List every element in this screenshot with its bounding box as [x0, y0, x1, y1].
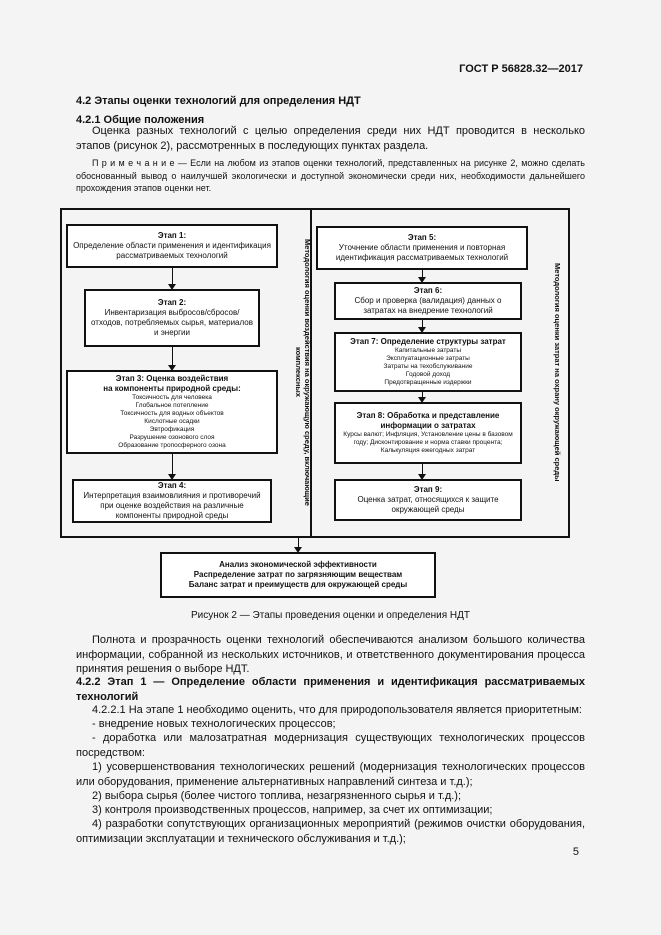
- page-number: 5: [572, 846, 579, 858]
- stage9-box: [334, 479, 522, 521]
- note: [76, 157, 585, 195]
- stage9-title: Этап 9:: [413, 485, 443, 494]
- section-heading: 4.2 Этапы оценки технологий для определения НДТ: [76, 95, 361, 107]
- stage7-item: Предотвращенные издержки: [384, 379, 472, 386]
- stage3-item: Разрушение озонового слоя: [129, 434, 215, 441]
- arrow-1-2: [172, 268, 173, 288]
- intro-paragraph: Оценка разных технологий с целью определения среди них НДТ проводится в несколько этапов (рисунок 2), рассмотренных в последующих пунктах раздела.: [76, 125, 585, 152]
- stage4-title: Этап 4:: [157, 481, 187, 490]
- arrow-to-bottom: [298, 538, 299, 551]
- stage3-title: Этап 3: Оценка воздействия: [115, 374, 229, 383]
- right-side-label: Методология оценки затрат на охрану окружающей среды: [553, 262, 562, 482]
- stage6-box: [334, 282, 522, 320]
- stage7-item: Годовой доход: [405, 371, 451, 378]
- economic-analysis-box: [160, 552, 436, 598]
- stage4-text: Интерпретация взаимовлияния и противоречий при оценке воздействия на различные компоненты природной среды: [83, 491, 261, 520]
- figure-caption: Рисунок 2 — Этапы проведения оценки и определения НДТ: [190, 610, 471, 621]
- dash-item: - доработка или малозатратная модернизация существующих технологических процессов посредством:: [76, 732, 585, 759]
- stage6-text: Сбор и проверка (валидация) данных о затратах на внедрение технологий: [354, 296, 502, 315]
- paragraph-completeness: Полнота и прозрачность оценки технологий обеспечиваются анализом большого количества информации, собранной из нескольких источников, и ответственного документирования процесса принятия решения о выборе НДТ.: [76, 634, 585, 675]
- bottom-line: Распределение затрат по загрязняющим веществам: [193, 570, 403, 579]
- stage7-title: Этап 7: Определение структуры затрат: [350, 337, 506, 346]
- stage3-item: Глобальное потепление: [135, 402, 209, 409]
- stage4-box: [72, 479, 272, 523]
- stage7-item: Эксплуатационные затраты: [386, 355, 470, 362]
- stage6-title: Этап 6:: [413, 286, 443, 295]
- stage9-text: Оценка затрат, относящихся к защите окружающей среды: [357, 495, 499, 514]
- stage8-box: [334, 402, 522, 464]
- stage3-item: Эвтрофикация: [149, 426, 195, 433]
- numbered-item: 4) разработки сопутствующих организационных мероприятий (режимов очистки оборудования, оптимизации эксплуатации и технического обслуживания и т.д.);: [76, 818, 585, 845]
- standard-header: ГОСТ Р 56828.32—2017: [459, 63, 583, 75]
- numbered-item: 1) усовершенствования технологических решений (модернизация технологических процессов или оборудования, применение альтернативных направлений синтеза и т.д.);: [76, 761, 585, 788]
- stage2-text: Инвентаризация выбросов/сбросов/отходов, потребляемых сырья, материалов и энергии: [91, 308, 253, 337]
- stage5-text: Уточнение области применения и повторная идентификация рассматриваемых технологий: [335, 243, 509, 262]
- numbered-item: 3) контроля производственных процессов, например, за счет их оптимизации;: [92, 804, 493, 816]
- arrow-2-3: [172, 347, 173, 369]
- heading-4-2-2: 4.2.2 Этап 1 — Определение области применения и идентификация рассматриваемых технологий: [76, 676, 585, 703]
- stage7-item: Капитальные затраты: [394, 347, 462, 354]
- note-text: — Если на любом из этапов оценки технологий, представленных на рисунке 2, можно сделать обоснованный вывод о наилучшей экологически и доступной экономически среди них, необходимости дальнейшего прохождения этапов оценки нет.: [76, 158, 585, 193]
- stage3-item: Токсичность для человека: [132, 394, 212, 401]
- stage1-title: Этап 1:: [157, 231, 187, 240]
- stage5-box: [316, 226, 528, 270]
- left-side-label: Методология оценки воздействия на окружающую среду, включающие комплексных: [294, 238, 312, 506]
- arrow-6-7: [422, 320, 423, 331]
- numbered-item: 2) выбора сырья (более чистого топлива, незагрязненного сырья и т.д.);: [92, 790, 462, 802]
- dash-item: - внедрение новых технологических процессов;: [92, 718, 336, 730]
- stage3-text: на компоненты природной среды:: [103, 384, 241, 393]
- stage3-box: [66, 370, 278, 454]
- stage8-text: Курсы валют; Инфляция, Установление цены в базовом году; Дисконтирование и норма ставки процента; Калькуляция ежегодных затрат: [343, 431, 513, 454]
- arrow-8-9: [422, 464, 423, 478]
- note-label: П р и м е ч а н и е: [92, 158, 175, 168]
- stage2-box: [84, 289, 260, 347]
- stage2-title: Этап 2:: [157, 298, 187, 307]
- arrow-3-4: [172, 454, 173, 478]
- subsection-heading: 4.2.1 Общие положения: [76, 114, 205, 126]
- arrow-5-6: [422, 270, 423, 281]
- stage1-box: [66, 224, 278, 268]
- paragraph-4-2-2-1: 4.2.2.1 На этапе 1 необходимо оценить, что для природопользователя является приоритетным:: [92, 704, 582, 716]
- stage1-text: Определение области применения и идентификация рассматриваемых технологий: [73, 241, 271, 260]
- bottom-line: Анализ экономической эффективности: [219, 560, 377, 569]
- stage8-title: Этап 8: Обработка и представление информации о затратах: [356, 411, 500, 430]
- arrow-7-8: [422, 392, 423, 401]
- stage3-item: Образование тропосферного озона: [118, 442, 226, 449]
- stage7-box: [334, 332, 522, 392]
- stage3-item: Токсичность для водных объектов: [120, 410, 224, 417]
- stage3-item: Кислотные осадки: [144, 418, 200, 425]
- bottom-line: Баланс затрат и преимуществ для окружающей среды: [188, 580, 408, 589]
- stage5-title: Этап 5:: [407, 233, 437, 242]
- stage7-item: Затраты на техобслуживание: [383, 363, 473, 370]
